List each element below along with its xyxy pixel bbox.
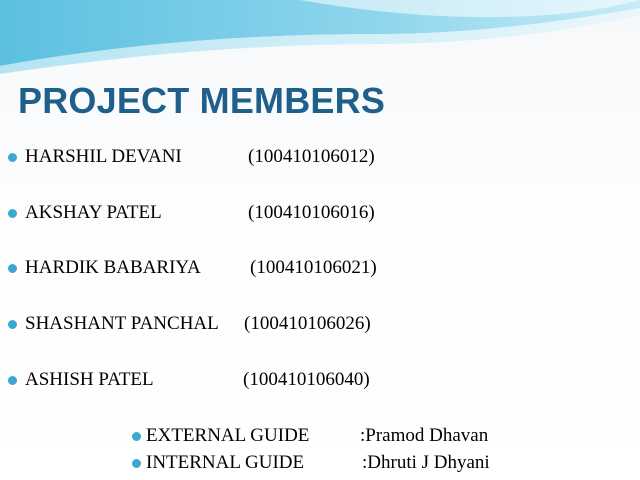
member-id: (100410106026): [244, 313, 371, 334]
member-name: SHASHANT PANCHAL: [25, 313, 219, 334]
bullet-icon: [132, 459, 141, 468]
member-name: HARDIK BABARIYA: [25, 257, 201, 278]
guide-label: INTERNAL GUIDE: [146, 452, 305, 473]
member-id: (100410106040): [243, 369, 370, 390]
guide-name: :Dhruti J Dhyani: [362, 452, 490, 473]
member-name: ASHISH PATEL: [25, 369, 154, 390]
guide-label: EXTERNAL GUIDE: [146, 425, 310, 446]
member-id: (100410106012): [248, 146, 375, 167]
member-id: (100410106016): [248, 202, 375, 223]
member-id: (100410106021): [250, 257, 377, 278]
list-item: [0, 423, 640, 449]
guide-name: :Pramod Dhavan: [360, 425, 489, 446]
list-item: [0, 450, 640, 476]
member-name: AKSHAY PATEL: [25, 202, 162, 223]
page-title: PROJECT MEMBERS: [18, 80, 386, 121]
member-name: HARSHIL DEVANI: [25, 146, 182, 167]
bullet-icon: [132, 432, 141, 441]
